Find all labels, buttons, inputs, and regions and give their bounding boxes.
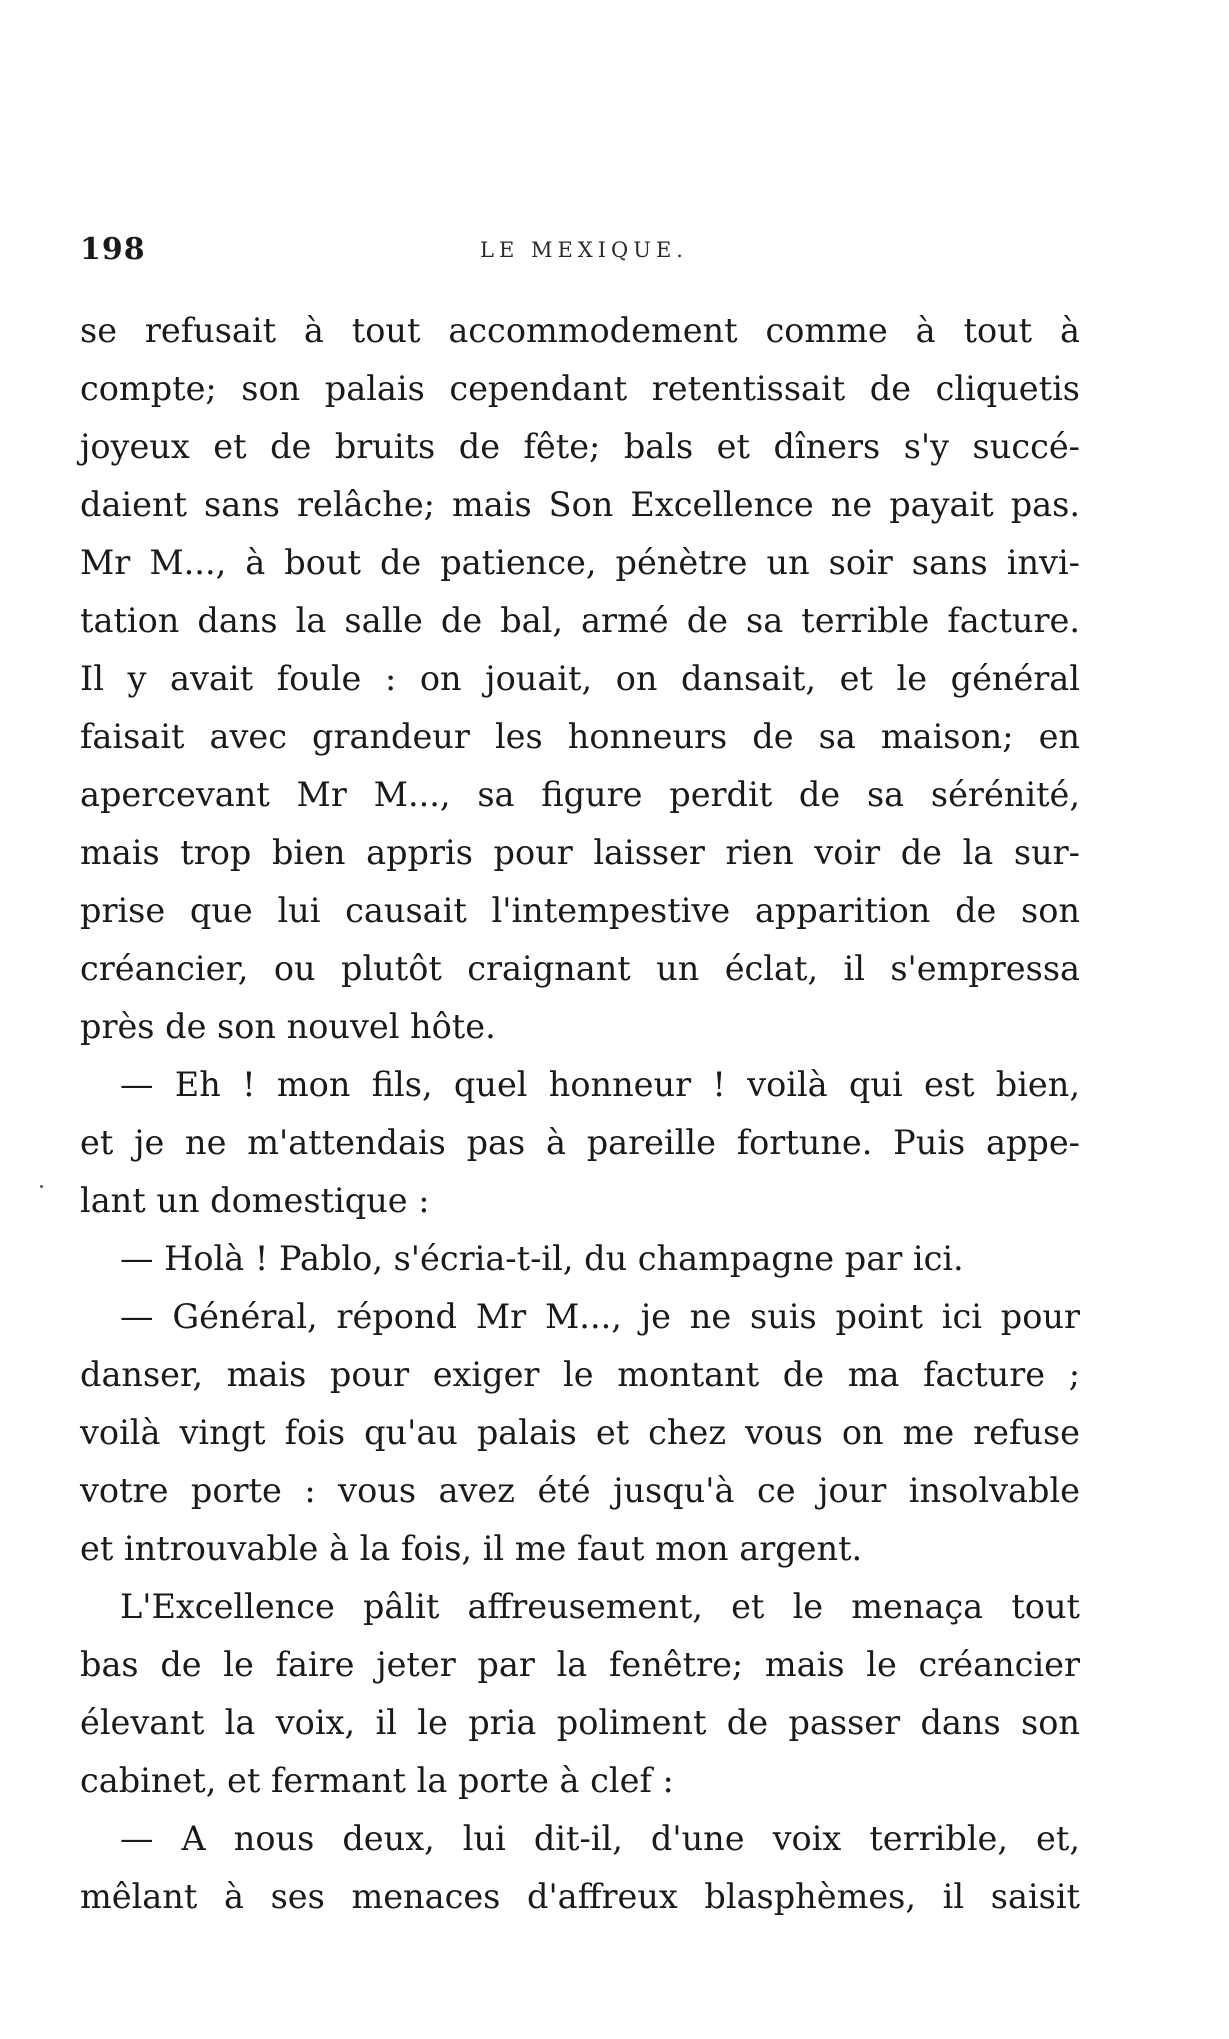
running-title: LE MEXIQUE.: [480, 238, 688, 262]
text-line: — Général, répond Mr M..., je ne suis point ici pour: [120, 1297, 1080, 1336]
text-line: se refusait à tout accommodement comme à tout à: [80, 311, 1080, 350]
page-number: 198: [80, 232, 146, 267]
text-line: et je ne m'attendais pas à pareille fortune. Puis appe-: [80, 1123, 1080, 1162]
text-line: près de son nouvel hôte.: [80, 1007, 496, 1046]
text-line: Mr M..., à bout de patience, pénètre un soir sans invi-: [80, 543, 1080, 582]
text-line: — A nous deux, lui dit-il, d'une voix terrible, et,: [120, 1819, 1080, 1858]
text-line: tation dans la salle de bal, armé de sa terrible facture.: [80, 601, 1080, 640]
text-line: votre porte : vous avez été jusqu'à ce jour insolvable: [80, 1471, 1080, 1510]
running-head: [80, 232, 1080, 272]
text-line: compte; son palais cependant retentissait de cliquetis: [80, 369, 1080, 408]
text-line: prise que lui causait l'intempestive apparition de son: [80, 891, 1080, 930]
text-line: et introuvable à la fois, il me faut mon argent.: [80, 1529, 863, 1568]
text-line: créancier, ou plutôt craignant un éclat, il s'empressa: [80, 949, 1080, 988]
text-line: joyeux et de bruits de fête; bals et dîners s'y succé-: [80, 427, 1080, 466]
text-line: — Eh ! mon fils, quel honneur ! voilà qui est bien,: [120, 1065, 1080, 1104]
text-line: faisait avec grandeur les honneurs de sa maison; en: [80, 717, 1080, 756]
text-line: apercevant Mr M..., sa figure perdit de sa sérénité,: [80, 775, 1080, 814]
text-line: bas de le faire jeter par la fenêtre; mais le créancier: [80, 1645, 1080, 1684]
text-line: cabinet, et fermant la porte à clef :: [80, 1761, 674, 1800]
text-line: mais trop bien appris pour laisser rien voir de la sur-: [80, 833, 1080, 872]
text-line: daient sans relâche; mais Son Excellence ne payait pas.: [80, 485, 1080, 524]
text-line: mêlant à ses menaces d'affreux blasphèmes, il saisit: [80, 1877, 1080, 1916]
text-line: voilà vingt fois qu'au palais et chez vous on me refuse: [80, 1413, 1080, 1452]
margin-speck: [40, 1185, 43, 1188]
text-line: L'Excellence pâlit affreusement, et le menaça tout: [120, 1587, 1080, 1626]
text-line: Il y avait foule : on jouait, on dansait, et le général: [80, 659, 1080, 698]
text-line: — Holà ! Pablo, s'écria-t-il, du champagne par ici.: [120, 1239, 964, 1278]
body-text: [80, 302, 1080, 1926]
text-line: lant un domestique :: [80, 1181, 430, 1220]
text-line: élevant la voix, il le pria poliment de passer dans son: [80, 1703, 1080, 1742]
text-line: danser, mais pour exiger le montant de ma facture ;: [80, 1355, 1080, 1394]
